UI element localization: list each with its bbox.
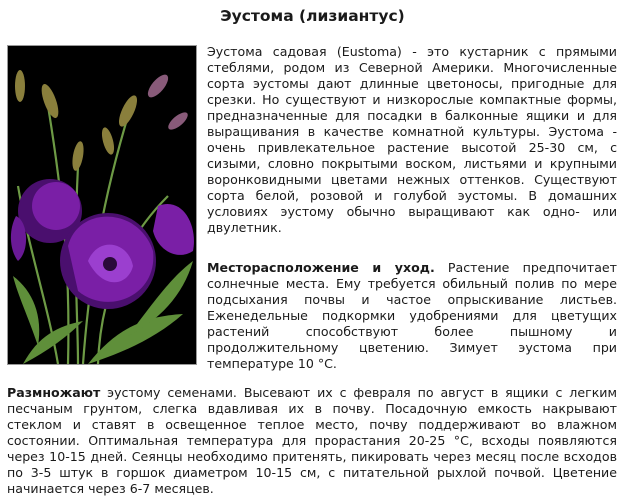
- propagation-text: эустому семенами. Высевают их с февраля по август в ящики с легким песчаным грунтом, слегка вдавливая их в почву. Посадочную емкость накрывают стеклом и ставят в освещенное теплое место, почву поддерживают во влажном состоянии. Оптимальная температура для прорастания 20-25 °С, всходы появляются через 10-15 дней. Сеянцы необходимо притенять, пикировать через месяц после всходов по 3-5 штук в горшок диаметром 10-15 см, с питательной рыхлой почвой. Цветение начинается через 6-7 месяцев.: [7, 385, 617, 496]
- page-title: Эустома (лизиантус): [220, 7, 405, 25]
- propagation-heading: Размножают: [7, 385, 101, 400]
- care-text: Растение предпочитает солнечные места. Ему требуется обильный полив по мере подсыхания почвы и частое опрыскивание листьев. Еженедельные подкормки удобрениями для цветущих растений способствуют более пышному и продолжительному цветению. Зимует эустома при температуре 10 °С.: [207, 260, 617, 371]
- care-paragraph: [207, 260, 617, 372]
- eustoma-photo: [7, 45, 197, 365]
- intro-paragraph: Эустома садовая (Eustoma) - это кустарник с прямыми стеблями, родом из Северной Америки. Многочисленные сорта эустомы дают длинные цветоносы, пригодные для срезки. Но существуют и низкорослые компактные формы, предназначенные для посадки в балконные ящики и для выращивания в качестве комнатной культуры. Эустома - очень привлекательное растение высотой 25-30 см, с сизыми, словно покрытыми воском, листьями и крупными воронковидными цветами нежных оттенков. Существуют сорта белой, розовой и голубой эустомы. В домашних условиях эустому обычно выращивают как одно- или двулетник.: [207, 44, 617, 235]
- propagation-paragraph: [7, 385, 617, 497]
- care-heading: Месторасположение и уход.: [207, 260, 435, 275]
- flower-illustration: [8, 46, 196, 364]
